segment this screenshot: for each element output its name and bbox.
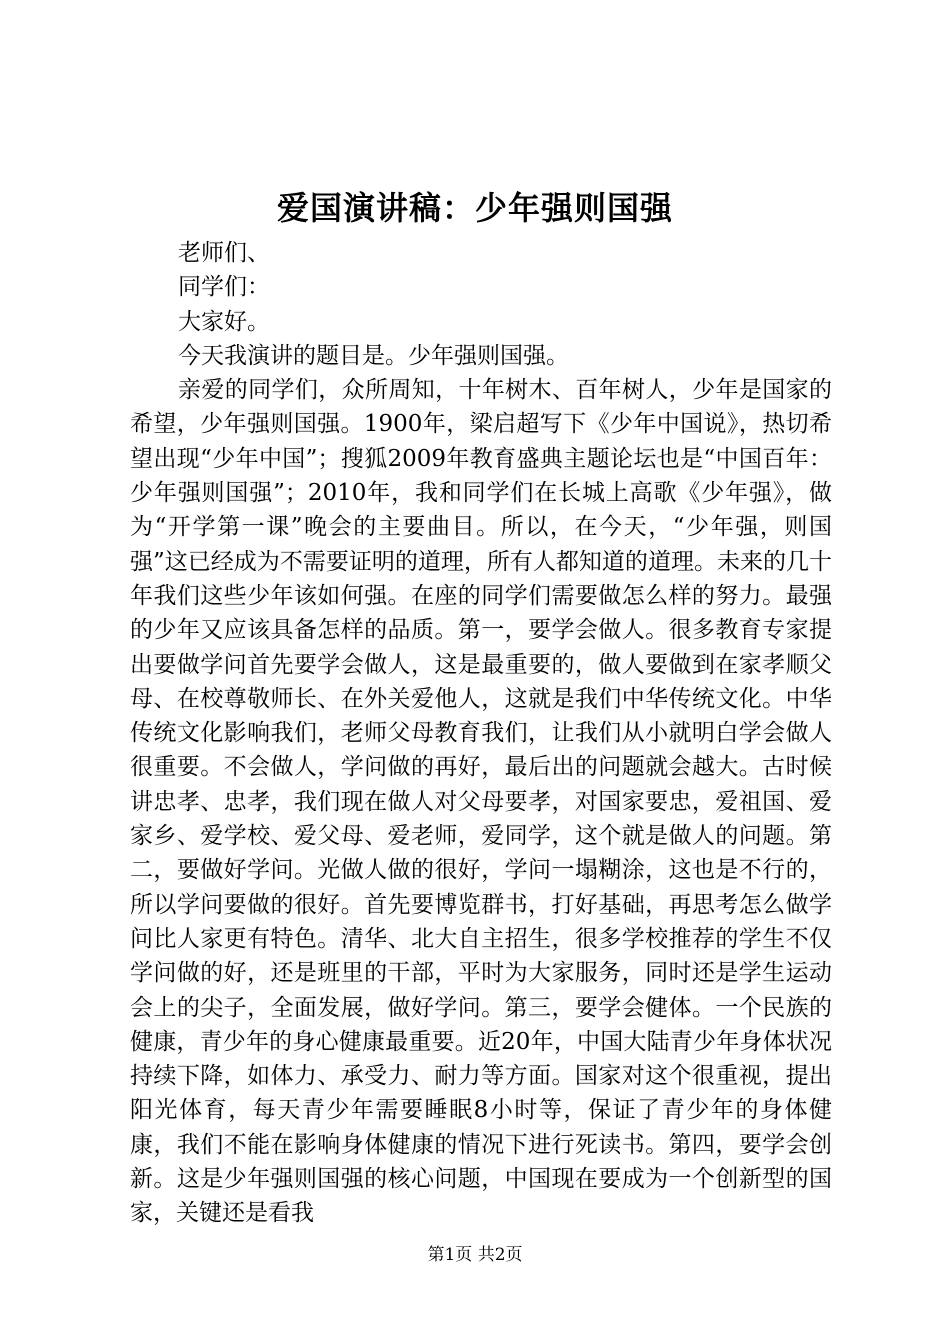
speech-topic: 今天我演讲的题目是。少年强则国强。 (178, 342, 569, 369)
page-footer: 第1页 共2页 (427, 1245, 523, 1265)
salutation-students: 同学们： (178, 274, 270, 301)
body-paragraph: 亲爱的同学们，众所周知，十年树木、百年树人，少年是国家的希望，少年强则国强。1900年，梁启超写下《少年中国说》，热切希望出现“少年中国”；搜狐2009年教育盛典主题论坛也是“中国百年：少年强则国强”；2010年，我和同学们在长城上高歌《少年强》，做为“开学第一课”晚会的主要曲目。所以，在今天，“少年强，则国强”这已经成为不需要证明的道理，所有人都知道的道理。未来的几十年我们这些少年该如何强。在座的同学们需要做怎么样的努力。最强的少年又应该具备怎样的品质。第一，要学会做人。很多教育专家提出要做学问首先要学会做人，这是最重要的，做人要做到在家孝顺父母、在校尊敬师长、在外关爱他人，这就是我们中华传统文化。中华传统文化影响我们，老师父母教育我们，让我们从小就明白学会做人很重要。不会做人，学问做的再好，最后出的问题就会越大。古时候讲忠孝、忠孝，我们现在做人对父母要孝，对国家要忠，爱祖国、爱家乡、爱学校、爱父母、爱老师，爱同学，这个就是做人的问题。第二，要做好学问。光做人做的很好，学问一塌糊涂，这也是不行的，所以学问要做的很好。首先要博览群书，打好基础，再思考怎么做学问比人家更有特色。清华、北大自主招生，很多学校推荐的学生不仅学问做的好，还是班里的干部，平时为大家服务，同时还是学生运动会上的尖子，全面发展，做好学问。第三，要学会健体。一个民族的健康，青少年的身心健康最重要。近20年，中国大陆青少年身体状况持续下降，如体力、承受力、耐力等方面。国家对这个很重视，提出阳光体育，每天青少年需要睡眠8小时等，保证了青少年的身体健康，我们不能在影响身体健康的情况下进行死读书。第四，要学会创新。这是少年强则国强的核心问题，中国现在要成为一个创新型的国家，关键还是看我 (130, 377, 832, 1227)
greeting: 大家好。 (178, 308, 270, 335)
document-body (130, 236, 832, 1231)
document-title: 爱国演讲稿：少年强则国强 (276, 189, 673, 227)
salutation-teachers: 老师们、 (178, 240, 270, 266)
